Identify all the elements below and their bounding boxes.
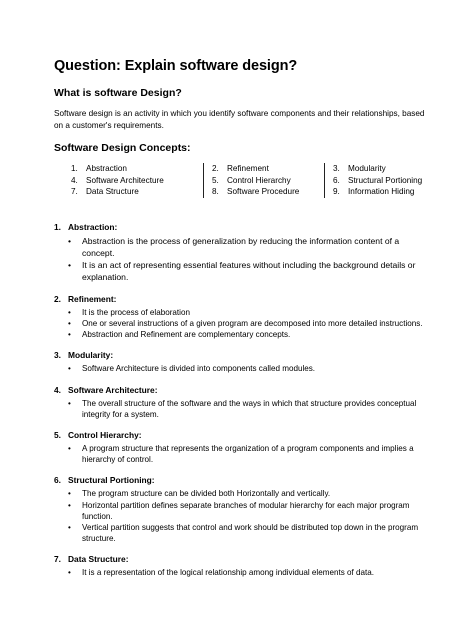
concept-number: 7.: [71, 187, 78, 196]
concept-label: Refinement: [227, 164, 269, 173]
concept-number: 4.: [71, 175, 78, 185]
bullet-item: [68, 398, 430, 420]
concept-item: [333, 186, 422, 198]
section-number: 5.: [54, 429, 61, 440]
concept-section: [54, 222, 430, 284]
bullet-item: [68, 488, 430, 499]
concept-number: 3.: [333, 164, 340, 173]
bullet-list: [54, 235, 430, 284]
concepts-column: [325, 163, 422, 198]
section-number: 7.: [54, 554, 61, 565]
section-title: Control Hierarchy:: [68, 429, 142, 440]
section-heading: [54, 475, 430, 485]
section-title: Refinement:: [68, 293, 117, 304]
bullet-text: Abstraction and Refinement are complementary concepts.: [82, 330, 291, 340]
section-heading: [54, 294, 430, 304]
bullet-item: [68, 235, 430, 260]
bullet-icon: •: [68, 522, 71, 532]
section-heading: [54, 385, 430, 395]
bullet-list: [54, 307, 430, 341]
section-heading: [54, 222, 430, 232]
concept-section: [54, 294, 430, 341]
concept-label: Control Hierarchy: [227, 175, 291, 185]
concept-label: Information Hiding: [348, 187, 415, 196]
bullet-item: [68, 363, 430, 374]
bullet-icon: •: [68, 307, 71, 317]
intro-paragraph: Software design is an activity in which you identify software components and their relationships, based on a customer's requirements.: [54, 109, 425, 130]
concept-number: 8.: [212, 187, 219, 196]
concept-label: Software Architecture: [86, 175, 164, 185]
concept-label: Data Structure: [86, 187, 139, 196]
bullet-list: [54, 398, 430, 420]
bullet-item: [68, 567, 430, 578]
bullet-text: Horizontal partition defines separate branches of modular hierarchy for each major program function.: [82, 500, 410, 521]
bullet-item: [68, 443, 430, 465]
concept-number: 6.: [333, 175, 340, 185]
section-number: 3.: [54, 350, 61, 361]
bullet-list: [54, 488, 430, 544]
section-number: 2.: [54, 293, 61, 304]
bullet-text: The program structure can be divided both Horizontally and vertically.: [82, 489, 331, 499]
what-heading: What is software Design?: [54, 87, 182, 99]
bullet-text: Software Architecture is divided into components called modules.: [82, 364, 316, 374]
concept-section: [54, 430, 430, 465]
section-number: 6.: [54, 475, 61, 486]
concept-label: Software Procedure: [227, 187, 300, 196]
concept-item: [212, 163, 316, 175]
concept-item: [333, 163, 422, 175]
bullet-item: [68, 259, 430, 284]
concept-item: [71, 186, 195, 198]
concept-label: Abstraction: [86, 164, 127, 173]
concept-section: [54, 350, 430, 374]
bullet-item: [68, 318, 430, 329]
section-title: Modularity:: [68, 350, 114, 361]
concept-number: 2.: [212, 164, 219, 173]
concept-number: 5.: [212, 175, 219, 185]
bullet-icon: •: [68, 260, 72, 271]
concepts-column: [54, 163, 204, 198]
bullet-text: The overall structure of the software and the ways in which that structure provides conceptual integrity for a system.: [82, 398, 417, 419]
bullet-item: [68, 522, 430, 544]
bullet-icon: •: [68, 364, 71, 374]
concept-section: [54, 554, 430, 578]
bullet-item: [68, 329, 430, 340]
concepts-column: [204, 163, 325, 198]
bullet-text: One or several instructions of a given program are decomposed into more detailed instructions.: [82, 318, 423, 328]
bullet-icon: •: [68, 235, 72, 246]
page-title: Question: Explain software design?: [54, 58, 298, 74]
concept-label: Modularity: [348, 164, 386, 173]
bullet-list: [54, 567, 430, 578]
concept-item: [212, 186, 316, 198]
concepts-table: [54, 163, 430, 198]
bullet-icon: •: [68, 330, 71, 340]
section-number: 1.: [54, 221, 61, 232]
bullet-text: A program structure that represents the organization of a program components and implies a hierarchy of control.: [82, 443, 414, 465]
bullet-text: It is the process of elaboration: [82, 307, 190, 317]
bullet-icon: •: [68, 568, 71, 578]
section-heading: [54, 430, 430, 440]
bullet-text: It is a representation of the logical relationship among individual elements of data.: [82, 568, 374, 578]
bullet-text: Abstraction is the process of generalization by reducing the information content of a concept.: [82, 235, 400, 258]
concept-item: [212, 175, 316, 187]
section-heading: [54, 350, 430, 360]
bullet-list: [54, 443, 430, 465]
concept-label: Structural Portioning: [348, 175, 423, 185]
bullet-item: [68, 500, 430, 522]
concept-item: [71, 163, 195, 175]
concepts-heading: Software Design Concepts:: [54, 142, 191, 154]
concept-section: [54, 385, 430, 420]
section-number: 4.: [54, 384, 61, 395]
section-title: Abstraction:: [68, 221, 118, 232]
bullet-list: [54, 363, 430, 374]
bullet-icon: •: [68, 318, 71, 328]
bullet-icon: •: [68, 443, 71, 453]
bullet-text: Vertical partition suggests that control and work should be distributed top down in the program structure.: [82, 522, 419, 544]
concept-item: [333, 175, 422, 187]
concept-item: [71, 175, 195, 187]
section-title: Structural Portioning:: [68, 475, 155, 486]
concept-section: [54, 475, 430, 544]
section-title: Software Architecture:: [68, 384, 158, 395]
concept-number: 9.: [333, 187, 340, 196]
bullet-icon: •: [68, 500, 71, 510]
sections-list: [54, 222, 430, 579]
bullet-icon: •: [68, 398, 71, 408]
bullet-icon: •: [68, 489, 71, 499]
bullet-text: It is an act of representing essential features without including the background details or explanation.: [82, 260, 416, 283]
concept-number: 1.: [71, 164, 78, 173]
bullet-item: [68, 307, 430, 318]
section-heading: [54, 554, 430, 564]
section-title: Data Structure:: [68, 554, 129, 565]
